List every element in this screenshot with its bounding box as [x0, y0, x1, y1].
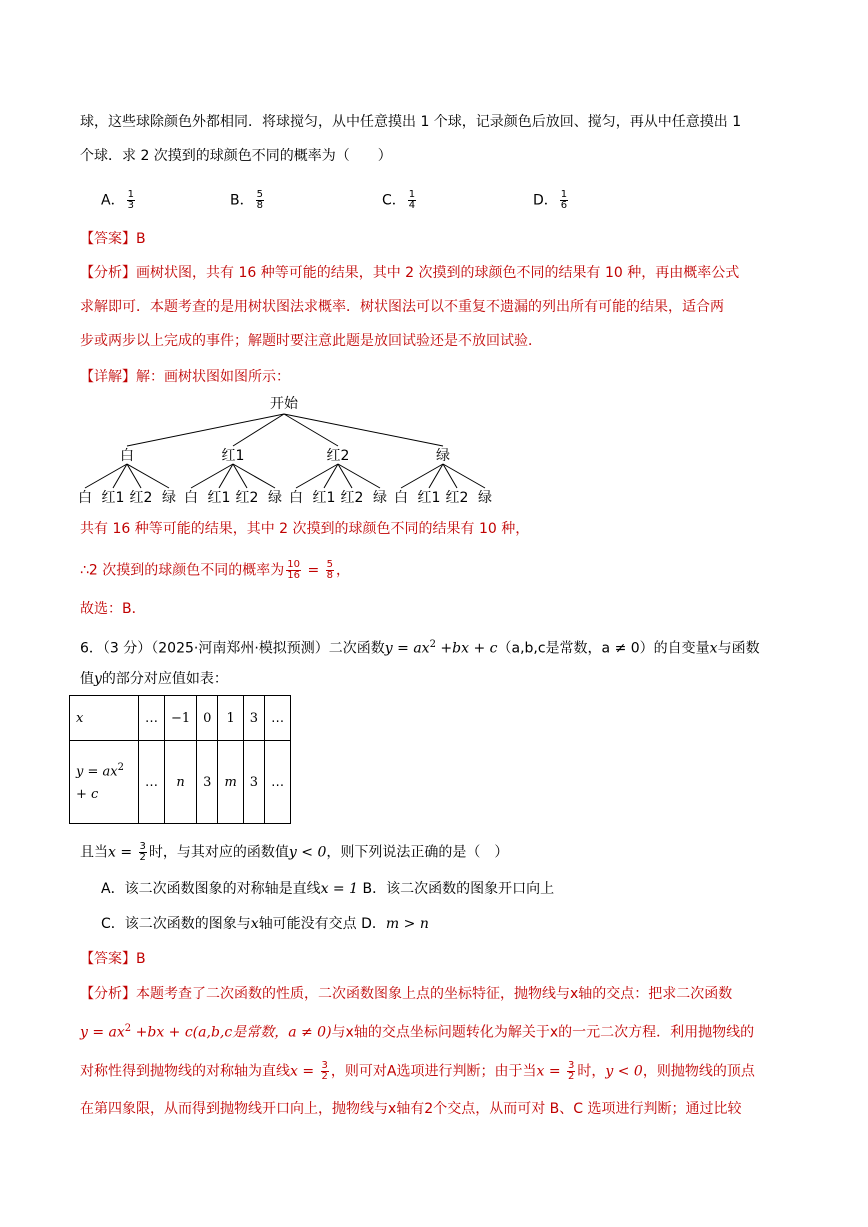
q5-detail-intro: 【详解】解：画树状图如图所示：	[80, 369, 290, 385]
table-cell: m	[218, 741, 243, 824]
q5-option-b: B． $\frac{5}{8}$	[230, 189, 263, 211]
table-cell: …	[139, 696, 165, 741]
tree-leaf-label: 红2	[235, 490, 259, 506]
tree-branches	[85, 414, 485, 488]
q5-stem-line2: 个球．求 2 次摸到的球颜色不同的概率为（ ）	[80, 148, 392, 164]
tree-level2	[78, 490, 492, 506]
table-cell: …	[265, 696, 291, 741]
q5-choose: 故选：B．	[80, 601, 146, 617]
q5-analysis-line2: 求解即可．本题考查的是用树状图法求概率．树状图法可以不重复不遗漏的列出所有可能的结果，适合两	[80, 299, 724, 315]
tree-leaf-label: 红2	[129, 490, 153, 506]
tree-leaf-label: 红1	[312, 490, 336, 506]
q6-options-ab: A．该二次函数图象的对称轴是直线x = 1 B．该二次函数的图象开口向上	[101, 881, 555, 897]
table-cell: x	[70, 696, 139, 741]
table-row	[70, 696, 291, 741]
q6-condition-line: 且当x = $\frac{3}{2}$ 时，与其对应的函数值y < 0，则下列说法正确的是（ ）	[80, 841, 509, 863]
table-cell: 0	[197, 696, 218, 741]
tree-node-label: 红1	[221, 448, 245, 464]
q5-stem-line1: 球，这些球除颜色外都相同．将球搅匀，从中任意摸出 1 个球，记录颜色后放回、搅匀，再从中任意摸出 1	[80, 114, 742, 130]
q5-option-c: C． $\frac{1}{4}$	[382, 189, 416, 211]
table-cell: −1	[165, 696, 197, 741]
tree-branch-line	[338, 464, 380, 488]
tree-leaf-label: 白	[184, 490, 198, 506]
tree-branch-line	[296, 464, 338, 488]
q6-stem-line1: 6．（3 分）（2025·河南郑州·模拟预测）二次函数$y = ax^2 +bx + c(a,b,c$是常数，a ≠ 0）的自变量x与函数	[80, 639, 760, 657]
table-cell: 3	[243, 741, 264, 824]
q6-answer: 【答案】B	[80, 951, 146, 967]
q5-result-line: 共有 16 种等可能的结果，其中 2 次摸到的球颜色不同的结果有 10 种，	[80, 521, 530, 537]
q6-analysis-line4: 在第四象限，从而得到抛物线开口向上，抛物线与x轴有2个交点，从而可对 B、C 选项进行判断；通过比较	[80, 1101, 742, 1117]
tree-leaf-label: 红2	[340, 490, 364, 506]
q6-analysis-line2: $y = ax^2 +bx + c(a,b,c$是常数，a ≠ 0)与x轴的交点坐标问题转化为解关于x的一元二次方程．利用抛物线的	[80, 1023, 755, 1041]
q5-answer: 【答案】B	[80, 231, 146, 247]
table-cell: n	[165, 741, 197, 824]
tree-leaf-label: 红1	[101, 490, 125, 506]
q5-option-d: D． $\frac{1}{6}$	[533, 189, 568, 211]
tree-branch-line	[127, 414, 284, 446]
table-cell: 3	[243, 696, 264, 741]
tree-branch-line	[284, 414, 338, 446]
tree-leaf-label: 绿	[373, 490, 387, 506]
tree-node-label: 白	[120, 448, 134, 464]
tree-leaf-label: 白	[289, 490, 303, 506]
q5-probability-line: ∴2 次摸到的球颜色不同的概率为 $\frac{10}{16}$ = $\frac{5}{8}$ ，	[80, 559, 351, 581]
tree-branch-line	[233, 464, 275, 488]
tree-leaf-label: 白	[78, 490, 92, 506]
q6-value-table	[69, 695, 291, 824]
tree-leaf-label: 白	[394, 490, 408, 506]
tree-node-label: 绿	[436, 448, 450, 464]
q5-analysis-line3: 步或两步以上完成的事件；解题时要注意此题是放回试验还是不放回试验．	[80, 333, 542, 349]
tree-leaf-label: 红1	[207, 490, 231, 506]
tree-leaf-label: 红2	[445, 490, 469, 506]
probability-tree-diagram	[70, 390, 510, 510]
q6-stem-line2: 值y的部分对应值如表：	[80, 671, 228, 687]
tree-branch-line	[401, 464, 443, 488]
q6-analysis-line1: 【分析】本题考查了二次函数的性质，二次函数图象上点的坐标特征，抛物线与x轴的交点：把求二次函数	[80, 986, 733, 1002]
tree-level1	[120, 448, 450, 464]
tree-branch-line	[443, 464, 485, 488]
tree-root-label: 开始	[270, 396, 298, 412]
tree-branch-line	[191, 464, 233, 488]
tree-leaf-label: 绿	[268, 490, 282, 506]
tree-branch-line	[127, 464, 169, 488]
tree-leaf-label: 红1	[417, 490, 441, 506]
q5-analysis-line1: 【分析】画树状图，共有 16 种等可能的结果，其中 2 次摸到的球颜色不同的结果有 10 种，再由概率公式	[80, 265, 740, 281]
table-cell: …	[265, 741, 291, 824]
tree-branch-line	[85, 464, 127, 488]
q5-option-a: A． $\frac{1}{3}$	[101, 189, 134, 211]
table-cell: 1	[218, 696, 243, 741]
tree-leaf-label: 绿	[162, 490, 176, 506]
table-cell: $y = ax^2$ + c	[70, 741, 139, 824]
tree-leaf-label: 绿	[478, 490, 492, 506]
tree-node-label: 红2	[326, 448, 350, 464]
q6-options-cd: C．该二次函数的图象与x轴可能没有交点 D．m > n	[101, 916, 429, 932]
table-cell: …	[139, 741, 165, 824]
table-row	[70, 741, 291, 824]
q6-analysis-line3: 对称性得到抛物线的对称轴为直线x = $\frac{3}{2}$ ，则可对A选项进行判断；由于当x = $\frac{3}{2}$ 时，y < 0，则抛物线的顶点	[80, 1060, 755, 1082]
tree-branch-line	[284, 414, 443, 446]
table-cell: 3	[197, 741, 218, 824]
